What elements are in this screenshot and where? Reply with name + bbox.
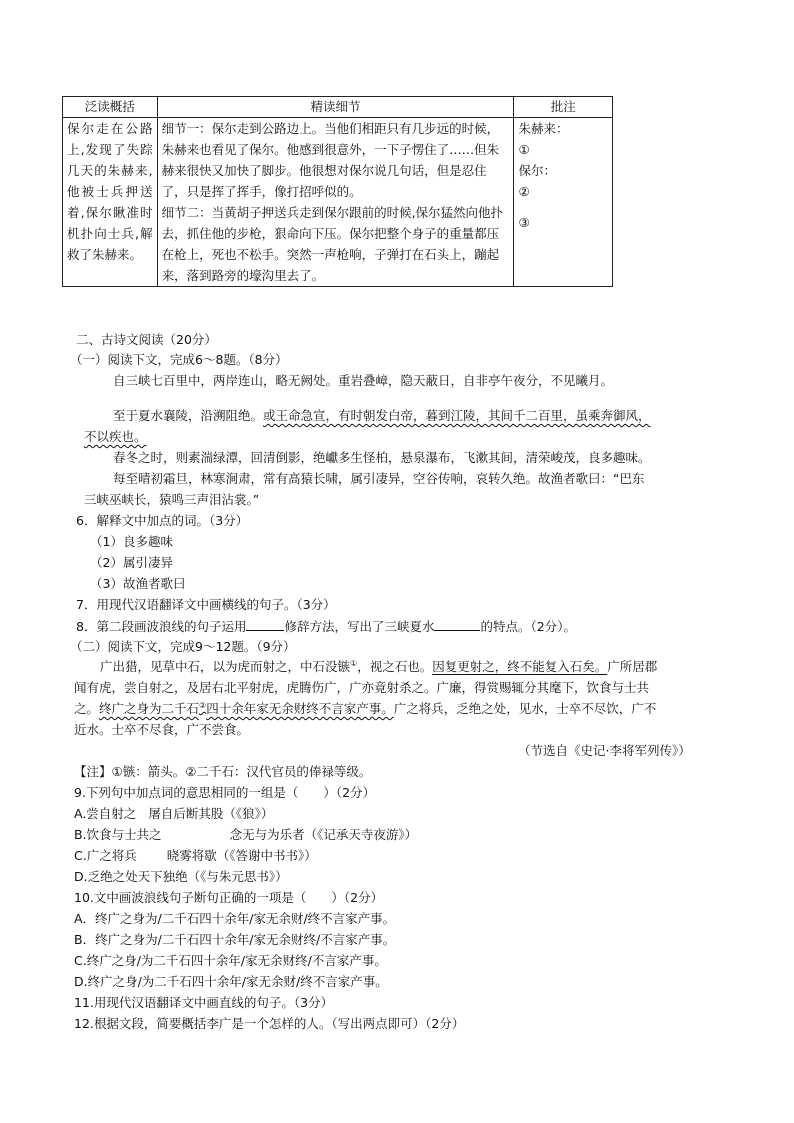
question-item: （3）故渔者歌曰 [90, 576, 186, 591]
annotation-line: ③ [518, 215, 530, 230]
table-header-row [63, 97, 613, 118]
passage-line: 近水。士卒不尽食，广不尝食。 [74, 722, 250, 737]
section-title: 二、古诗文阅读（20分） [76, 332, 217, 347]
passage-line [100, 657, 657, 677]
option-text: 屠自后断其股（《狼》） [148, 806, 274, 821]
question-option: C.终广之身/为二千石四十余年/家无余财终/不言家产事。 [74, 953, 387, 968]
question-text: 8．第二段画波浪线的句子运用 [76, 619, 247, 634]
table-header-cell: 精读细节 [157, 97, 514, 118]
wavy-underlined-text: 或王命急宣，有时朝发白帝，暮到江陵，其间千二百里，虽乘奔御风， [263, 408, 651, 423]
option-text: B.饮食与士共之 [74, 827, 162, 842]
question-item: （1）良多趣味 [90, 534, 173, 549]
passage-line [84, 427, 147, 447]
part-two-intro: （二）阅读下文，完成9～12题。（9分） [70, 639, 296, 654]
passage-line: 三峡巫峡长，猿鸣三声泪沾裳。” [84, 492, 260, 507]
underlined-text: 因复更射之，终不能复入石矣。 [432, 659, 608, 674]
question-option: B．终广之身为/二千石四十余年/家无余财终/不言家产事。 [74, 932, 396, 947]
part-one-intro: （一）阅读下文，完成6～8题。（8分） [70, 352, 288, 367]
option-text: C.广之将兵 [74, 848, 137, 863]
answer-blank[interactable] [434, 616, 480, 631]
annotation-line: 保尔： [518, 163, 556, 178]
annotation-line: ① [518, 142, 530, 157]
source-citation: （节选自《史记·李将军列传》） [518, 743, 691, 758]
passage-text: 广之将兵，乏绝之处，见水，士卒不尽饮，广不 [393, 701, 657, 716]
question-option: D.乏绝之处天下独绝（《与朱元思书》） [74, 869, 288, 884]
question-option [74, 804, 273, 824]
wavy-underlined-text: 终广之身为二千石 [99, 701, 200, 716]
passage-line: 闻有虎，尝自射之，及居右北平射虎，虎腾伤广，广亦竟射杀之。广廉，得赏赐辄分其麾下，饮食与士共 [74, 680, 650, 695]
table-row [63, 118, 613, 287]
summary-text: 保尔走在公路上,发现了失踪几天的朱赫来,他被士兵押送着,保尔瞅准时机扑向士兵,解救了朱赫来。 [67, 121, 153, 262]
question-6: 6．解释文中加点的词。（3分） [76, 513, 249, 528]
question-11: 11.用现代汉语翻译文中画直线的句子。（3分） [74, 995, 334, 1010]
reading-table [62, 96, 613, 287]
table-header-cell: 批注 [514, 97, 613, 118]
question-option [74, 825, 417, 845]
option-text: 念无与为乐者（《记承天寺夜游》） [229, 827, 418, 842]
table-header-cell: 泛读概括 [63, 97, 158, 118]
detail-one: 细节一：保尔走到公路边上。当他们相距只有几步远的时候，朱赫来也看见了保尔。他感到很意外，一下子愣住了……但朱赫来很快又加快了脚步。他很想对保尔说几句话，但是忍住了，只是挥了挥手，像打招呼似的。 [161, 121, 500, 199]
passage-text: 广所居郡 [607, 659, 658, 674]
passage-paragraph: 春冬之时，则素湍绿潭，回清倒影，绝巘多生怪柏，悬泉瀑布，飞漱其间，清荣峻茂，良多趣味。 [113, 450, 651, 465]
wavy-underlined-text: 四十余年家无余财终不言家产事。 [206, 701, 394, 716]
question-10: 10.文中画波浪线句子断句正确的一项是（ ）（2分） [74, 890, 384, 905]
footnote-marker: ① [350, 658, 358, 668]
passage-line [74, 699, 656, 719]
summary-cell [63, 118, 158, 287]
answer-blank[interactable] [246, 616, 284, 631]
wavy-underlined-text: 不以疾也。 [84, 429, 147, 444]
question-text: 修辞方法，写出了三峡夏水 [284, 619, 435, 634]
passage-text: 之。 [74, 701, 100, 716]
passage-text: 广出猎，见草中石，以为虎而射之，中石没镞 [100, 659, 351, 674]
question-7: 7．用现代汉语翻译文中画横线的句子。（3分） [76, 597, 336, 612]
question-item: （2）属引凄异 [90, 555, 173, 570]
question-option: D.终广之身/为二千石四十余年/家无余财/终不言家产事。 [74, 974, 388, 989]
annotation-line: ② [518, 184, 530, 199]
detail-cell [157, 118, 514, 287]
option-text: 晓雾将歇（《答谢中书书》） [166, 848, 317, 863]
detail-two: 细节二：当黄胡子押送兵走到保尔跟前的时候,保尔猛然向他扑去，抓住他的步枪，狠命向下压。保尔把整个身子的重量都压在枪上，死也不松手。突然一声枪响，子弹打在石头上，蹦起来，落到路旁的壕沟里去了。 [161, 205, 504, 283]
option-text: A.尝自射之 [74, 806, 137, 821]
passage-text: ，视之石也。 [357, 659, 433, 674]
question-8 [76, 616, 576, 637]
question-option [74, 846, 317, 866]
question-12: 12.根据文段，简要概括李广是一个怎样的人。（写出两点即可）（2分） [74, 1016, 465, 1031]
passage-paragraph: 自三峡七百里中，两岸连山，略无阙处。重岩叠嶂，隐天蔽日，自非亭午夜分，不见曦月。 [113, 373, 614, 388]
question-9: 9.下列句中加点词的意思相同的一组是（ ）（2分） [74, 785, 376, 800]
passage-paragraph: 每至晴初霜旦，林寒涧肃，常有高猿长啸，属引凄异，空谷传响，哀转久绝。故渔者歌曰：“巴东 [113, 471, 645, 486]
question-option: A．终广之身为/二千石四十余年/家无余财/终不言家产事。 [74, 911, 396, 926]
footnote-marker: ② [199, 700, 207, 710]
annotation-line: 朱赫来： [518, 121, 569, 136]
footnote: 【注】①镞：箭头。②二千石：汉代官员的俸禄等级。 [74, 764, 372, 779]
passage-paragraph [113, 406, 651, 426]
annotation-cell [514, 118, 613, 287]
passage-text: 至于夏水襄陵，沿溯阻绝。 [113, 408, 264, 423]
question-text: 的特点。（2分）。 [480, 619, 576, 634]
